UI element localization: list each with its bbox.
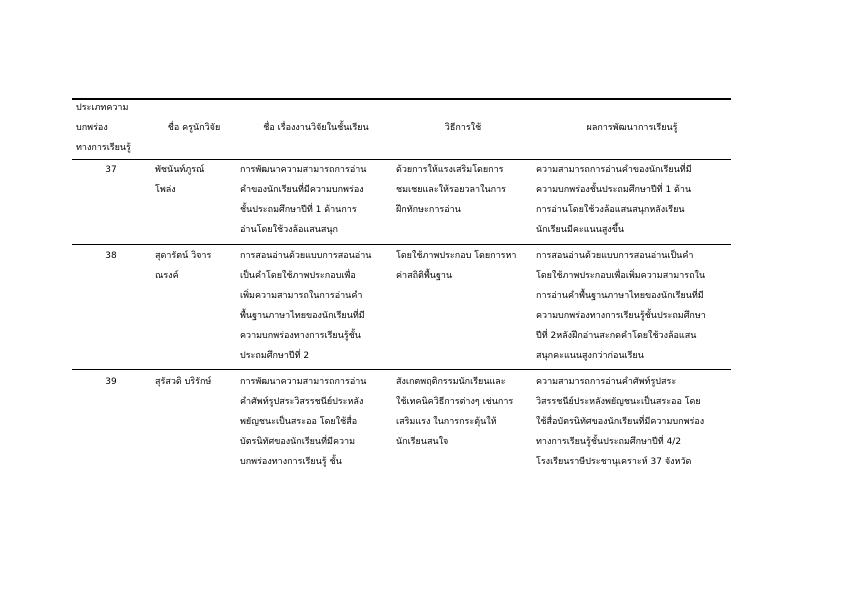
- row-researcher: สุดารัตน์ วิจาร ณรงค์: [155, 251, 212, 281]
- row-number: 38: [105, 251, 117, 261]
- row-title: การพัฒนาความสามารถการอ่าน คำศัพท์รูปสระวิสรรชนีย์ประหลัง พยัญชนะเป็นสระออ โดยใช้สื่อ บัตรนิทัศของนักเรียนที่มีความ บกพร่องทางการเรียนรู้ ชั้น: [240, 377, 367, 467]
- row-divider-2: [72, 369, 731, 370]
- row-divider-1: [72, 244, 731, 245]
- row-title: การสอนอ่านด้วยแบบการสอนอ่าน เป็นคำโดยใช้ภาพประกอบเพื่อ เพิ่มความสามารถในการอ่านคำ พื้นฐานภาษาไทยของนักเรียนที่มี ความบกพร่องทางการเรียนรู้ชั้น ประถมศึกษาปีที่ 2: [240, 251, 372, 361]
- row-number: 37: [105, 165, 117, 175]
- row-result: การสอนอ่านด้วยแบบการสอนอ่านเป็นคำ โดยใช้ภาพประกอบเพื่อเพิ่มความสามารถใน การอ่านคำพื้นฐานภาษาไทยของนักเรียนที่มี ความบกพร่องทางการเรียนรู้ชั้นประถมศึกษา ปีที่ 2หลังฝึกอ่านสะกดคำโดยใช้วงล้อแสน สนุกคะแนนสูงกว่าก่อนเรียน: [536, 251, 706, 361]
- row-number: 39: [105, 377, 117, 387]
- row-method: โดยใช้ภาพประกอบ โดยการหา ค่าสถิติพื้นฐาน: [396, 251, 517, 281]
- header-title: ชื่อ เรื่องงานวิจัยในชั้นเรียน: [263, 123, 369, 133]
- row-method: สังเกตพฤติกรรมนักเรียนและ ใช้เทคนิควิธีการต่างๆ เช่นการ เสริมแรง ในการกระตุ้นให้ นักเรียนสนใจ: [396, 377, 514, 447]
- row-title: การพัฒนาความสามารถการอ่าน คำของนักเรียนที่มีความบกพร่อง ชั้นประถมศึกษาปีที่ 1 ด้านการ อ่านโดยใช้วงล้อแสนสนุก: [240, 165, 367, 235]
- row-researcher: พัชนันท์ภูรณ์ โพล่ง: [155, 165, 205, 195]
- header-researcher: ชื่อ ครูนักวิจัย: [167, 123, 221, 133]
- header-result: ผลการพัฒนาการเรียนรู้: [586, 123, 678, 133]
- row-researcher: สุรัสวดิ บริรักษ์: [155, 377, 212, 387]
- table-top-rule: [72, 98, 731, 100]
- row-method: ด้วยการให้แรงเสริมโดยการ ชมเชยและให้รอยวลาในการ ฝึกทักษะการอ่าน: [396, 165, 506, 215]
- header-type: ประเภทความ บกพร่อง ทางการเรียนรู้: [76, 103, 131, 153]
- row-result: ความสามารถการอ่านคำศัพท์รูปสระ วิสรรชนีย์ประหลังพยัญชนะเป็นสระออ โดย ใช้สื่อบัตรนิทัศของนักเรียนที่มีความบกพร่อง ทางการเรียนรู้ชั้นประถมศึกษาปีที่ 4/2 โรงเรียนราษีประชานุเคราะห์ 37 จังหวัด: [536, 377, 705, 467]
- row-result: ความสามารถการอ่านคำของนักเรียนที่มี ความบกพร่องชั้นประถมศึกษาปีที่ 1 ด้าน การอ่านโดยใช้วงล้อแสนสนุกหลังเรียน นักเรียนมีคะแนนสูงขึ้น: [536, 165, 692, 235]
- header-method: วิธีการใช้: [444, 123, 482, 133]
